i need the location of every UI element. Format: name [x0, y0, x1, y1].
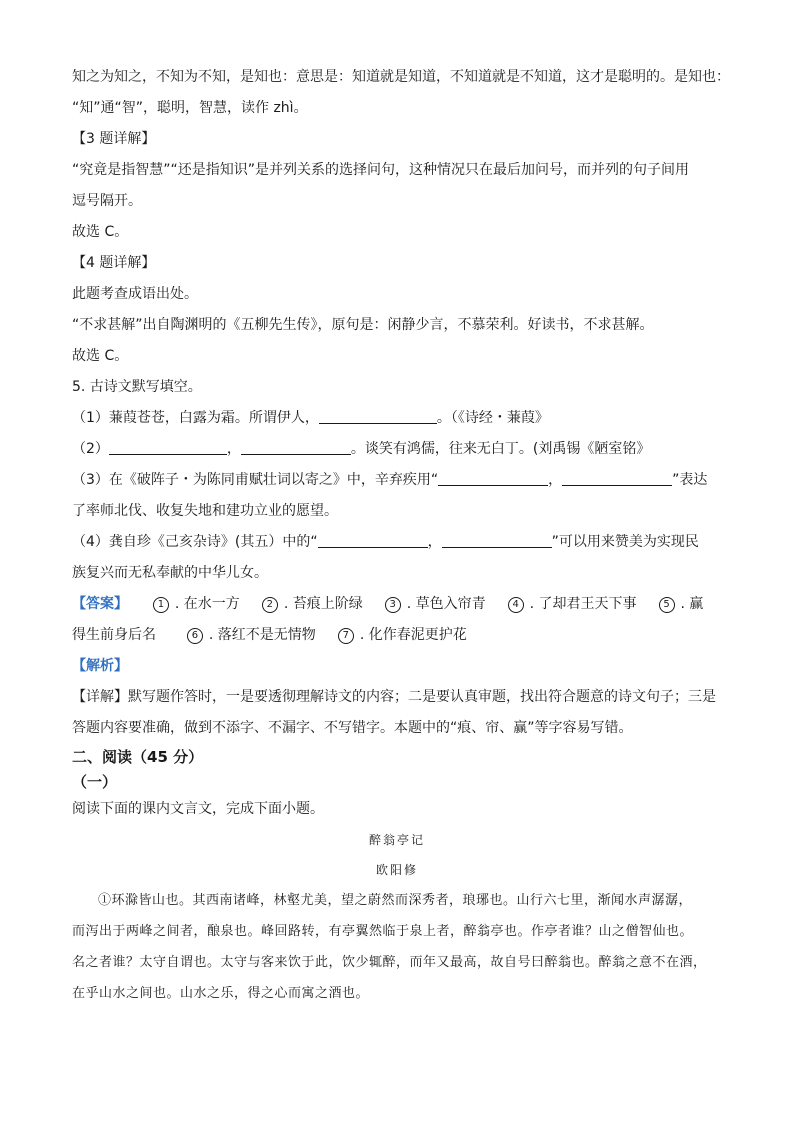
reading-instruction: 阅读下面的课内文言文，完成下面小题。	[72, 801, 324, 817]
q5-item-4	[72, 527, 722, 558]
q5-item-text: ，	[548, 472, 563, 488]
text-line: “知”通“智”，聪明，智慧，读作 zhì。	[72, 100, 308, 116]
answer-item	[338, 620, 467, 651]
answer-text: . 草色入帘青	[406, 596, 486, 612]
q5-item-text: ，	[226, 441, 241, 457]
answer-text: . 了却君王天下事	[529, 596, 637, 612]
answer-text: . 苔痕上阶绿	[283, 596, 363, 612]
answer-item	[262, 589, 363, 620]
q5-item-text: 。谈笑有鸿儒，往来无白丁。(刘禹锡《陋室铭》	[350, 441, 651, 457]
answer-blank	[109, 438, 227, 455]
answer-blank	[241, 438, 351, 455]
text-line: 故选 C。	[72, 224, 129, 240]
q5-item-2	[72, 434, 722, 465]
q5-item-4-continued: 族复兴而无私奉献的中华儿女。	[72, 565, 268, 581]
question-5-title: 5. 古诗文默写填空。	[72, 379, 202, 395]
text-line: 故选 C。	[72, 348, 129, 364]
circled-number: 3	[385, 597, 401, 613]
answer-row-continued	[72, 620, 722, 651]
answer-blank	[318, 531, 428, 548]
answer-item	[508, 589, 637, 620]
passage-line: 名之者谁？太守自谓也。太守与客来饮于此，饮少辄醉，而年又最高，故自号曰醉翁也。醉翁之意不在酒，	[72, 955, 707, 970]
q5-item-text: （3）在《破阵子・为陈同甫赋壮词以寄之》中，辛弃疾用“	[72, 472, 439, 488]
q5-item-text: ，	[427, 534, 442, 550]
answer-blank	[562, 469, 672, 486]
section-heading: 二、阅读（45 分）	[72, 748, 204, 766]
analysis-detail	[72, 682, 722, 713]
q5-item-text: ”表达	[672, 472, 708, 488]
passage-title: 醉翁亭记	[368, 833, 425, 847]
detail-text: 默写题作答时，一是要透彻理解诗文的内容；二是要认真审题，找出符合题意的诗文句子；三是	[128, 689, 716, 705]
answer-blank	[438, 469, 548, 486]
answer-text: . 赢	[680, 596, 704, 612]
section-label-q3: 【3 题详解】	[72, 131, 156, 147]
passage-line: 而泻出于两峰之间者，酿泉也。峰回路转，有亭翼然临于泉上者，醉翁亭也。作亭者谁？山之僧智仙也。	[72, 924, 694, 939]
text-line: 逗号隔开。	[72, 193, 142, 209]
text-line: “究竟是指智慧”“还是指知识”是并列关系的选择问句，这种情况只在最后加问号，而并列的句子间用	[72, 162, 690, 178]
circled-number: 1	[153, 597, 169, 613]
q5-item-3-continued: 了率师北伐、收复失地和建功立业的愿望。	[72, 503, 338, 519]
answer-text: 得生前身后名	[72, 627, 156, 643]
q5-item-text: （1）蒹葭苍苍，白露为霜。所谓伊人，	[72, 410, 319, 426]
answer-item	[187, 620, 316, 651]
circled-number: 4	[508, 597, 524, 613]
passage-line: ①环滁皆山也。其西南诸峰，林壑尤美，望之蔚然而深秀者，琅琊也。山行六七里，渐闻水声潺潺，	[98, 893, 693, 908]
circled-number: 7	[338, 628, 354, 644]
text-line: “不求甚解”出自陶渊明的《五柳先生传》，原句是：闲静少言，不慕荣利。好读书，不求甚解。	[72, 317, 654, 333]
answer-label: 【答案】	[72, 596, 128, 612]
q5-item-text: 。（《诗经・蒹葭》	[436, 410, 549, 426]
answer-blank	[442, 531, 552, 548]
answer-blank	[319, 407, 437, 424]
answer-item	[659, 589, 704, 620]
answer-item	[385, 589, 486, 620]
analysis-detail-continued: 答题内容要准确，做到不添字、不漏字、不写错字。本题中的“痕、帘、赢”等字容易写错。	[72, 720, 633, 736]
q5-item-1	[72, 403, 722, 434]
detail-label: 【详解】	[72, 689, 128, 705]
passage-line: 在乎山水之间也。山水之乐，得之心而寓之酒也。	[72, 986, 370, 1001]
answer-text: . 在水一方	[174, 596, 240, 612]
section-label-q4: 【4 题详解】	[72, 255, 156, 271]
document-page	[72, 62, 730, 1009]
circled-number: 5	[659, 597, 675, 613]
answer-text: . 化作春泥更护花	[359, 627, 467, 643]
answer-row	[72, 589, 722, 620]
q5-item-text: （4）龚自珍《己亥杂诗》(其五）中的“	[72, 534, 318, 550]
circled-number: 6	[187, 628, 203, 644]
text-line: 知之为知之，不知为不知，是知也：意思是：知道就是知道，不知道就是不知道，这才是聪明的。是知也：	[72, 69, 730, 85]
passage-author: 欧阳修	[375, 863, 418, 877]
q5-item-3	[72, 465, 722, 496]
text-line: 此题考查成语出处。	[72, 286, 198, 302]
analysis-label: 【解析】	[72, 658, 128, 674]
q5-item-text: （2）	[72, 441, 109, 457]
circled-number: 2	[262, 597, 278, 613]
answer-text: . 落红不是无情物	[208, 627, 316, 643]
q5-item-text: ”可以用来赞美为实现民	[551, 534, 699, 550]
sub-heading: （一）	[72, 773, 118, 791]
answer-item	[153, 589, 240, 620]
